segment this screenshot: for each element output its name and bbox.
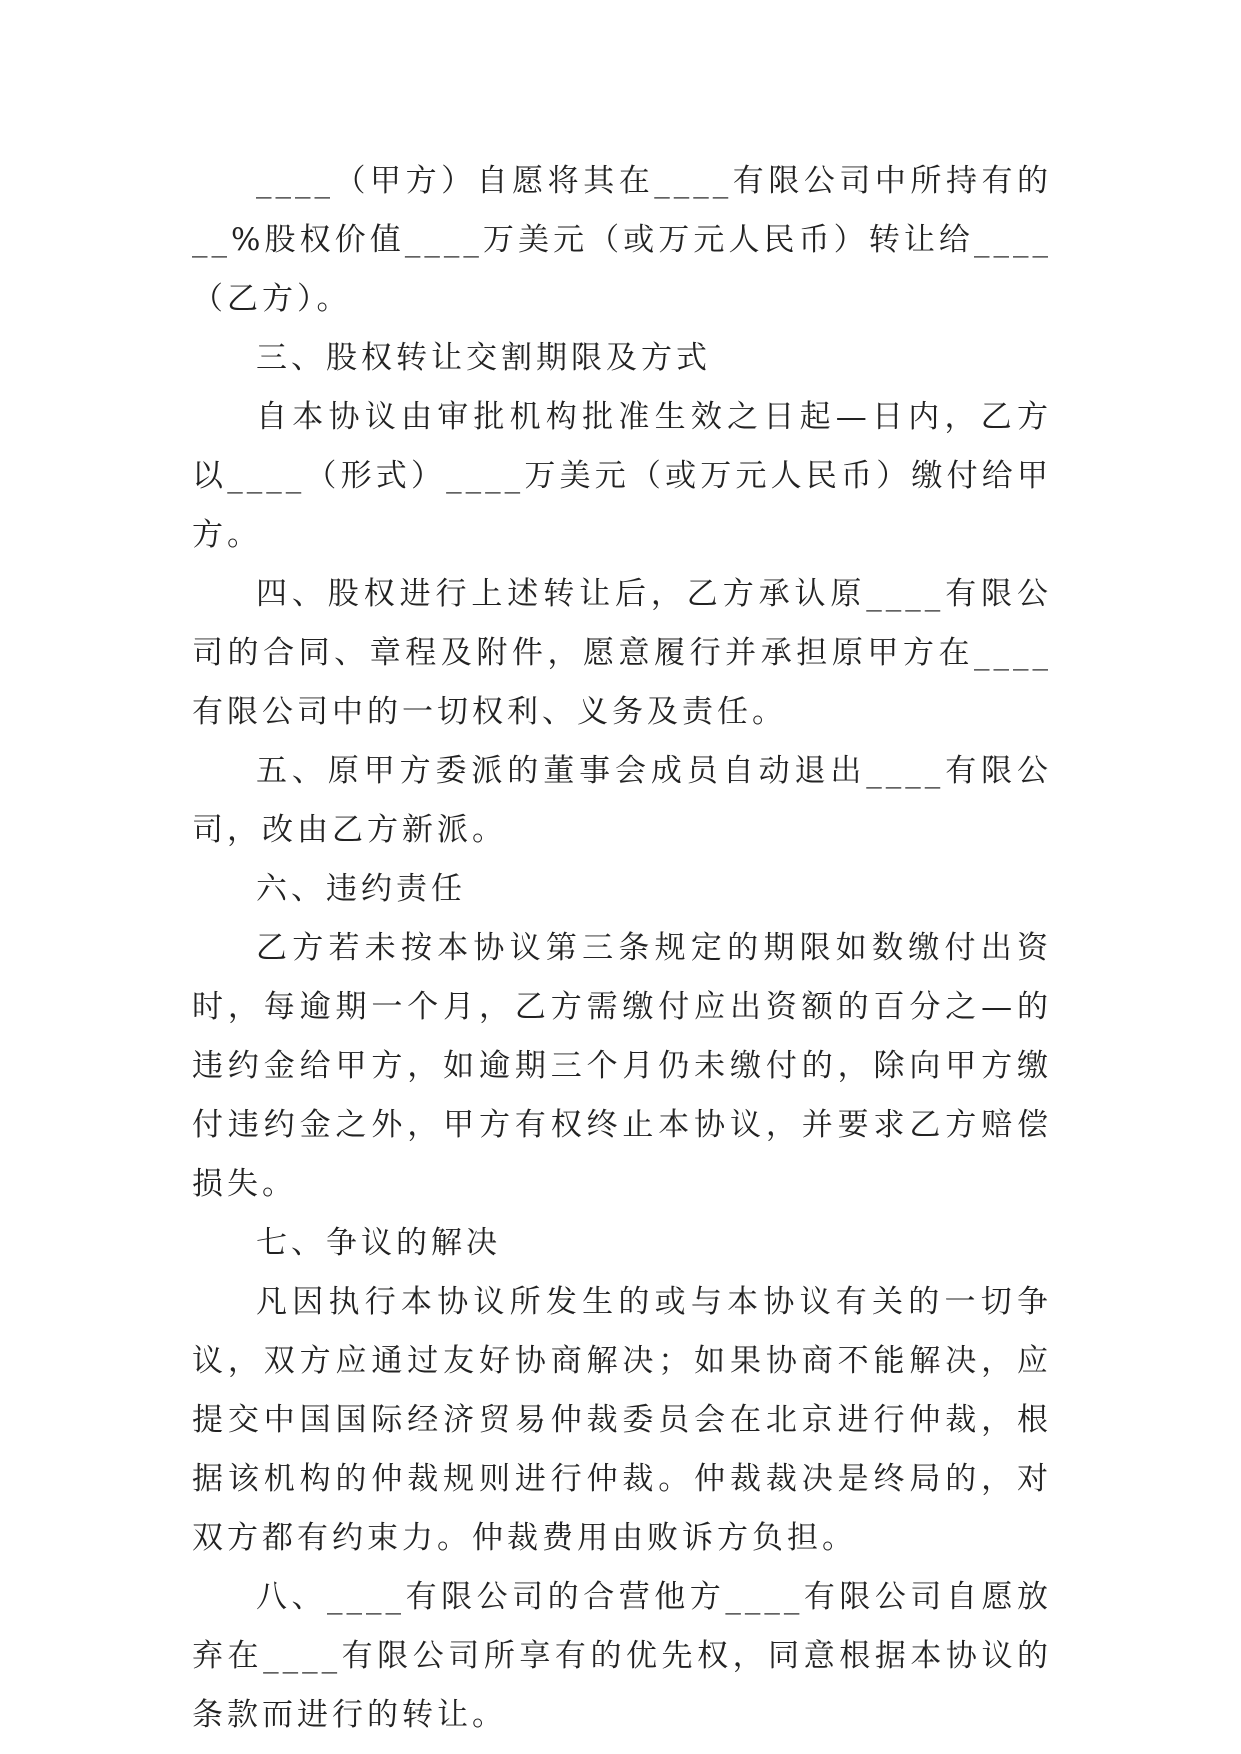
heading-delivery-period: 三、股权转让交割期限及方式 <box>256 340 711 376</box>
paragraph-board-members: 五、原甲方委派的董事会成员自动退出____有限公司，改由乙方新派。 <box>192 753 1052 848</box>
heading-dispute-resolution: 七、争议的解决 <box>256 1225 501 1261</box>
document-body <box>192 152 1052 1745</box>
paragraph-equity-transfer-terms: ____（甲方）自愿将其在____有限公司中所持有的__%股权价值____万美元（或万元人民币）转让给____（乙方）。 <box>192 163 1052 317</box>
heading-breach-liability: 六、违约责任 <box>256 871 466 907</box>
paragraph-preemptive-right-waiver: 八、____有限公司的合营他方____有限公司自愿放弃在____有限公司所享有的优先权，同意根据本协议的条款而进行的转让。 <box>192 1579 1052 1733</box>
paragraph-breach-liability: 乙方若未按本协议第三条规定的期限如数缴付出资时，每逾期一个月，乙方需缴付应出资额的百分之—的违约金给甲方，如逾期三个月仍未缴付的，除向甲方缴付违约金之外，甲方有权终止本协议，并要求乙方赔偿损失。 <box>192 930 1052 1202</box>
paragraph-payment-terms: 自本协议由审批机构批准生效之日起—日内，乙方以____（形式）____万美元（或万元人民币）缴付给甲方。 <box>192 399 1052 553</box>
paragraph-dispute-resolution: 凡因执行本协议所发生的或与本协议有关的一切争议，双方应通过友好协商解决；如果协商不能解决，应提交中国国际经济贸易仲裁委员会在北京进行仲裁，根据该机构的仲裁规则进行仲裁。仲裁裁决是终局的，对双方都有约束力。仲裁费用由败诉方负担。 <box>192 1284 1052 1556</box>
paragraph-rights-obligations: 四、股权进行上述转让后，乙方承认原____有限公司的合同、章程及附件，愿意履行并承担原甲方在____有限公司中的一切权利、义务及责任。 <box>192 576 1052 730</box>
